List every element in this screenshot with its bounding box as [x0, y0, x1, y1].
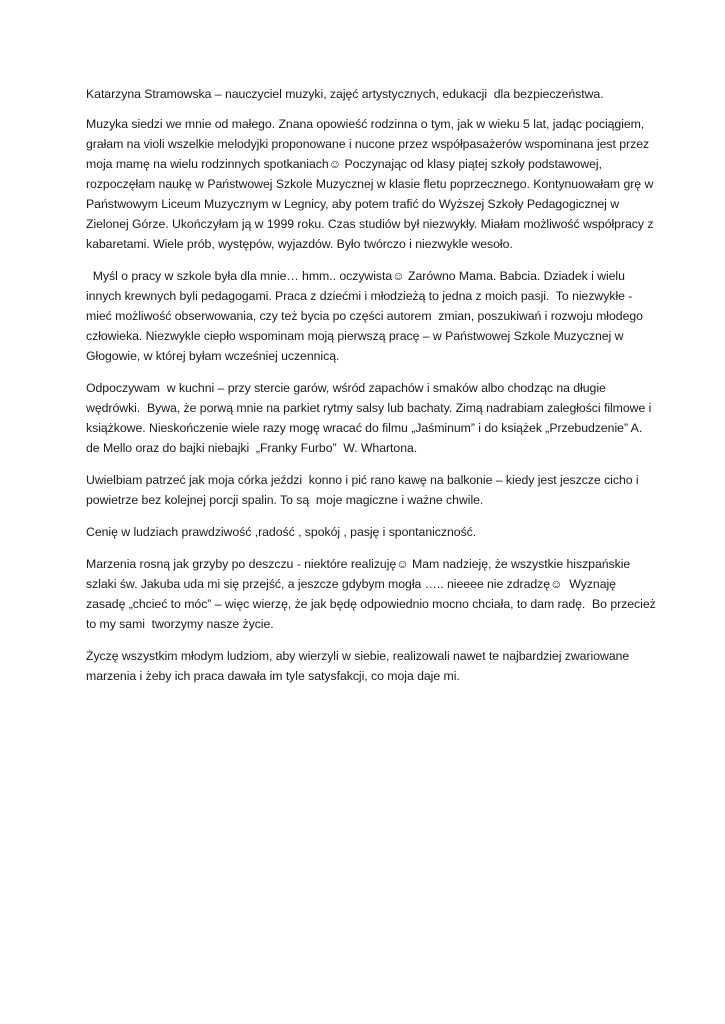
paragraph-daughter: Uwielbiam patrzeć jak moja córka jeździ konno i pić rano kawę na balkonie – kiedy jest jeszcze cicho i powietrze bez kolejnej porcji spalin. To są moje magiczne i ważne chwile.: [86, 473, 642, 507]
document-title: Katarzyna Stramowska – nauczyciel muzyki, zajęć artystycznych, edukacji dla bezpieczeństwa.: [86, 87, 604, 101]
paragraph-wishes: Życzę wszystkim młodym ludziom, aby wierzyli w siebie, realizowali nawet te najbardziej zwariowane marzenia i żeby ich praca dawała im tyle satysfakcji, co moja daje mi.: [86, 649, 633, 683]
paragraph-music-childhood: Muzyka siedzi we mnie od małego. Znana opowieść rodzinna o tym, jak w wieku 5 lat, jadąc pociągiem, grałam na violi wszelkie melodyjki proponowane i nucone przez współpasażerów wspominana jest przez moja mamę na wielu rodzinnych spotkaniach☺ Poczynając od klasy piątej szkoły podstawowej, rozpoczęłam naukę w Państwowej Szkole Muzycznej w klasie fletu poprzecznego. Kontynuowałam grę w Państwowym Liceum Muzycznym w Legnicy, aby potem trafić do Wyższej Szkoły Pedagogicznej w Zielonej Górze. Ukończyłam ją w 1999 roku. Czas studiów był niezwykły. Miałam możliwość współpracy z kabaretami. Wiele prób, występów, wyjazdów. Było twórczo i niezwykle wesoło.: [86, 117, 657, 251]
document-body: [86, 84, 660, 698]
paragraph-relaxing: Odpoczywam w kuchni – przy stercie garów, wśród zapachów i smaków albo chodząc na długie wędrówki. Bywa, że porwą mnie na parkiet rytmy salsy lub bachaty. Zimą nadrabiam zaległości filmowe i książkowe. Nieskończenie wiele razy mogę wracać do filmu „Jaśminum” i do książek „Przebudzenie” A. de Mello oraz do bajki niebajki „Franky Furbo” W. Whartona.: [86, 381, 655, 455]
paragraph-dreams: Marzenia rosną jak grzyby po deszczu - niektóre realizuję☺ Mam nadzieję, że wszystkie hiszpańskie szlaki św. Jakuba uda mi się przejść, a jeszcze gdybym mogła ….. nieeee nie zdradzę☺ Wyznaję zasadę „chcieć to móc” – więc wierzę, że jak będę odpowiednio mocno chciała, to dam radę. Bo przecież to my sami tworzymy nasze życie.: [86, 557, 660, 631]
paragraph-values: Cenię w ludziach prawdziwość ,radość , spokój , pasję i spontaniczność.: [86, 525, 477, 539]
paragraph-school-work: Myśl o pracy w szkole była dla mnie… hmm.. oczywista☺ Zarówno Mama. Babcia. Dziadek i wielu innych krewnych byli pedagogami. Praca z dziećmi i młodzieżą to jedna z moich pasji. To niezwykłe - mieć możliwość obserwowania, czy też bycia po części autorem zmian, poszukiwań i rozwoju młodego człowieka. Niezwykle ciepło wspominam moją pierwszą pracę – w Państwowej Szkole Muzycznej w Głogowie, w której byłam wcześniej uczennicą.: [86, 269, 647, 363]
